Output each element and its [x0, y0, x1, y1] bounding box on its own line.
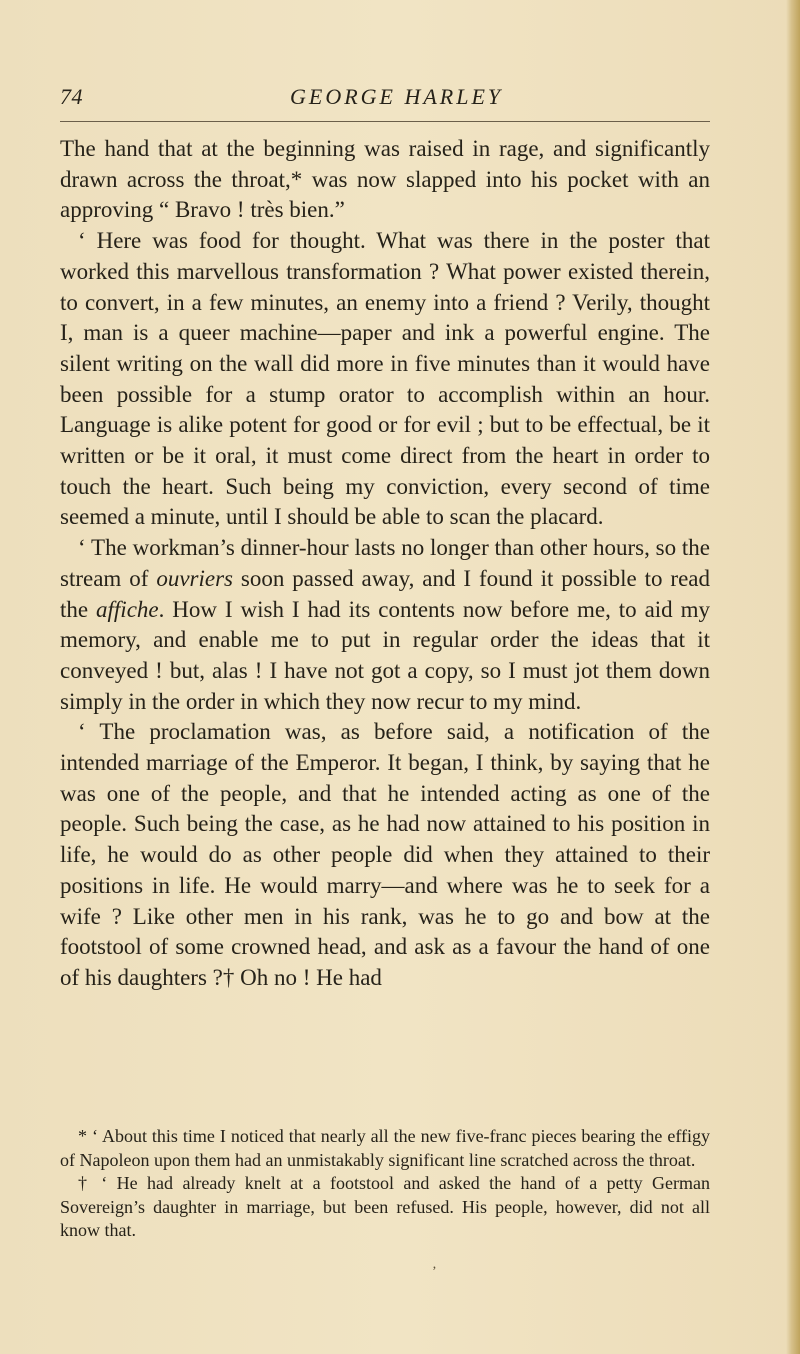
paragraph-2: ‘ Here was food for thought. What was there in the poster that worked this marvellous transformation ? What power existed therein, to convert, in a few minutes, an enemy into a friend ? Verily, thought I, man is a queer machine—paper and ink a powerful engine. The silent writing on the wall did more in five minutes than it would have been possible for a stump orator to accomplish within an hour. Language is alike potent for good or for evil ; but to be effectual, be it written or be it oral, it must come direct from the heart in order to touch the heart. Such being my conviction, every second of time seemed a minute, until I should be able to scan the placard.	[60, 228, 710, 530]
footnote-1: * ‘ About this time I noticed that nearly all the new five-franc pieces bearing the effigy of Napoleon upon them had an unmistakably significant line scratched across the throat.	[60, 1126, 710, 1170]
header-rule	[60, 121, 710, 122]
paragraph-3: ‘ The workman’s dinner-hour lasts no longer than other hours, so the stream of ouvriers soon passed away, and I found it possible to read the affiche. How I wish I had its contents now before me, to aid my memory, and enable me to put in regular order the ideas that it conveyed ! but, alas ! I have not got a copy, so I must jot them down simply in the order in which they now recur to my mind.	[60, 535, 710, 714]
running-head: GEORGE HARLEY	[290, 84, 504, 109]
footnote-2: † ‘ He had already knelt at a footstool and asked the hand of a petty German Sovereign’s daughter in marriage, but been refused. His people, however, did not all know that.	[60, 1173, 710, 1240]
page-number: 74	[60, 84, 83, 109]
footnotes	[60, 1125, 710, 1243]
page-header	[60, 84, 700, 124]
page-edge-shadow	[786, 0, 800, 1354]
paragraph-4: ‘ The proclamation was, as before said, a notification of the intended marriage of the Emperor. It began, I think, by saying that he was one of the people, and that he intended acting as one of the people. Such being the case, as he had now attained to his position in life, he would do as other people did when they attained to their positions in life. He would marry—and where was he to seek for a wife ? Like other men in his rank, was he to go and bow at the footstool of some crowned head, and ask as a favour the hand of one of his daughters ?† Oh no ! He had	[60, 719, 710, 990]
body-text	[60, 134, 710, 994]
paragraph-1: The hand that at the beginning was raised in rage, and significantly drawn across the throat,* was now slapped into his pocket with an approving “ Bravo ! très bien.”	[60, 136, 710, 223]
stray-ink-mark: ‚	[432, 1257, 437, 1272]
